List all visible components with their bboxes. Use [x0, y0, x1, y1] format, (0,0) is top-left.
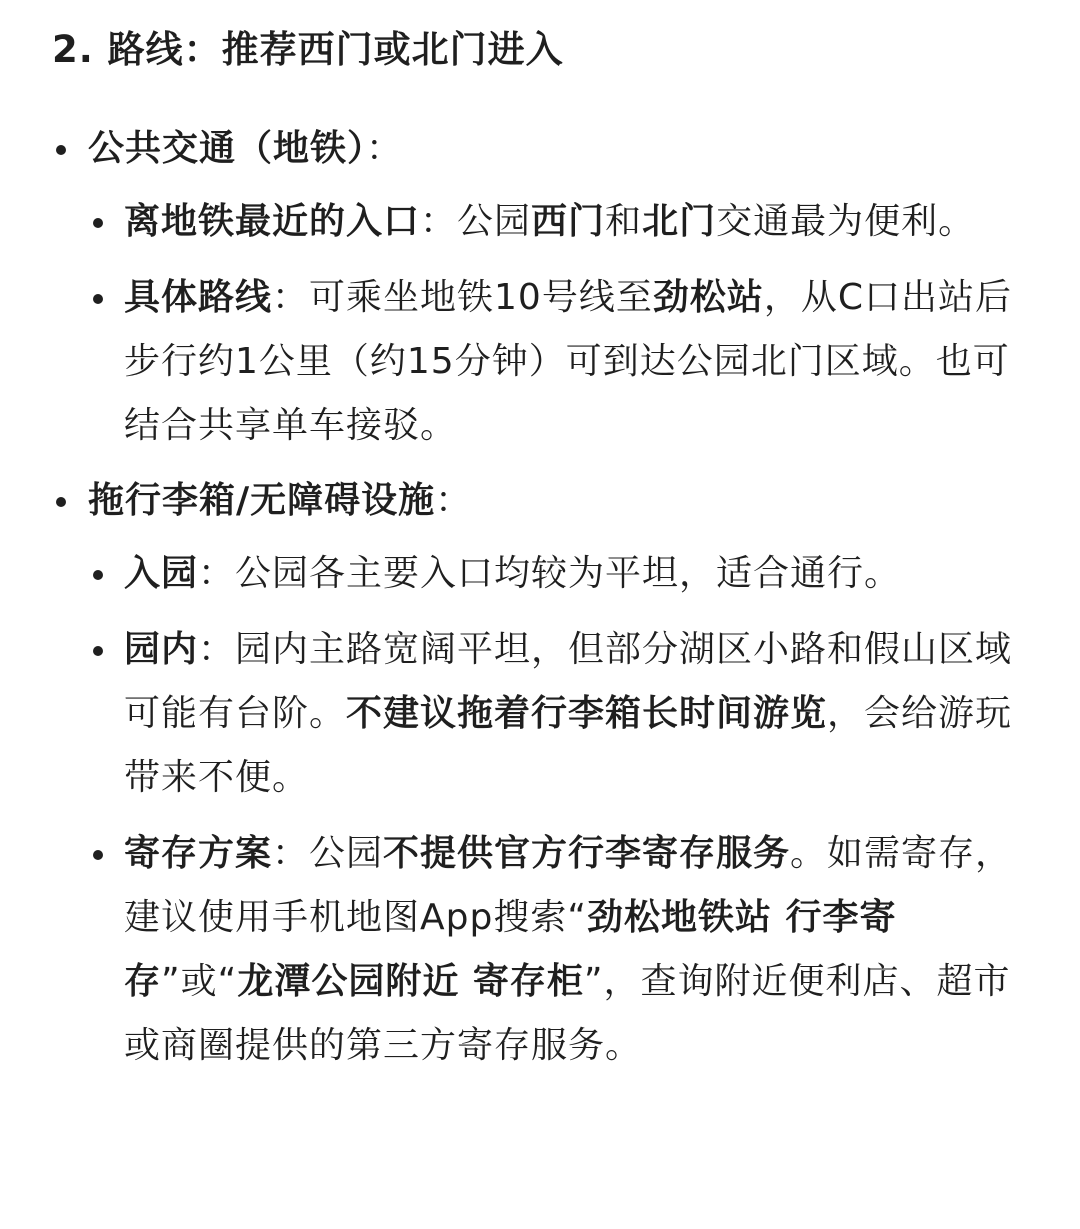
section-title-text: 拖行李箱/无障碍设施	[88, 480, 436, 521]
item-text: 。如需寄存，建议使用手机地图App搜索“	[124, 833, 1013, 938]
list-item	[52, 822, 1040, 1078]
item-emphasis: 劲松站	[652, 277, 764, 318]
item-emphasis: 不建议拖着行李箱长时间游览	[346, 693, 828, 734]
item-label: 离地铁最近的入口	[124, 201, 421, 242]
item-text: ：园内主路宽阔平坦，但部分湖区小路和假山区域可能有台阶。	[124, 629, 1013, 734]
list-item	[52, 266, 1040, 458]
section-title-colon: ：	[435, 480, 473, 521]
bullet-icon	[56, 497, 66, 507]
item-label: 具体路线	[124, 277, 273, 318]
item-text: ：公园各主要入口均较为平坦，适合通行。	[198, 553, 902, 594]
item-label: 入园	[124, 553, 199, 594]
item-label: 园内	[124, 629, 199, 670]
list-item	[52, 542, 1040, 606]
item-text: ：公园	[272, 833, 384, 874]
bullet-icon	[56, 145, 66, 155]
item-text: ”，查询附近便利店、超市或商圈提供的第三方寄存服务。	[124, 961, 1011, 1066]
item-text: ”或“	[161, 961, 238, 1002]
route-heading: 2. 路线：推荐西门或北门进入	[52, 28, 564, 71]
section-title	[52, 118, 1040, 180]
item-text: 交通最为便利。	[716, 201, 976, 242]
section-title	[52, 470, 1040, 532]
sub-list	[52, 190, 1040, 458]
item-emphasis: 西门	[531, 201, 606, 242]
item-emphasis: 北门	[642, 201, 717, 242]
section-title-text: 公共交通（地铁）	[88, 128, 367, 169]
item-emphasis: 不提供官方行李寄存服务	[383, 833, 791, 874]
bullet-icon	[93, 850, 103, 860]
section-title-colon: ：	[366, 128, 404, 169]
bullet-icon	[93, 218, 103, 228]
item-text: 和	[605, 201, 643, 242]
section-luggage-accessibility	[52, 470, 1040, 1078]
item-emphasis: 龙潭公园附近 寄存柜	[237, 961, 584, 1002]
item-emphasis: 劲松地铁站 行李寄存	[124, 897, 897, 1002]
sub-list	[52, 542, 1040, 1078]
item-text: ：可乘坐地铁10号线至	[272, 277, 653, 318]
section-public-transit	[52, 118, 1040, 458]
list-item	[52, 190, 1040, 254]
bullet-icon	[93, 294, 103, 304]
item-text: ，会给游玩带来不便。	[124, 693, 1013, 798]
item-text: ：公园	[420, 201, 532, 242]
item-label: 寄存方案	[124, 833, 273, 874]
item-text: ，从C口出站后步行约1公里（约15分钟）可到达公园北门区域。也可结合共享单车接驳。	[124, 277, 1012, 446]
bullet-icon	[93, 570, 103, 580]
bullet-icon	[93, 646, 103, 656]
list-item	[52, 618, 1040, 810]
